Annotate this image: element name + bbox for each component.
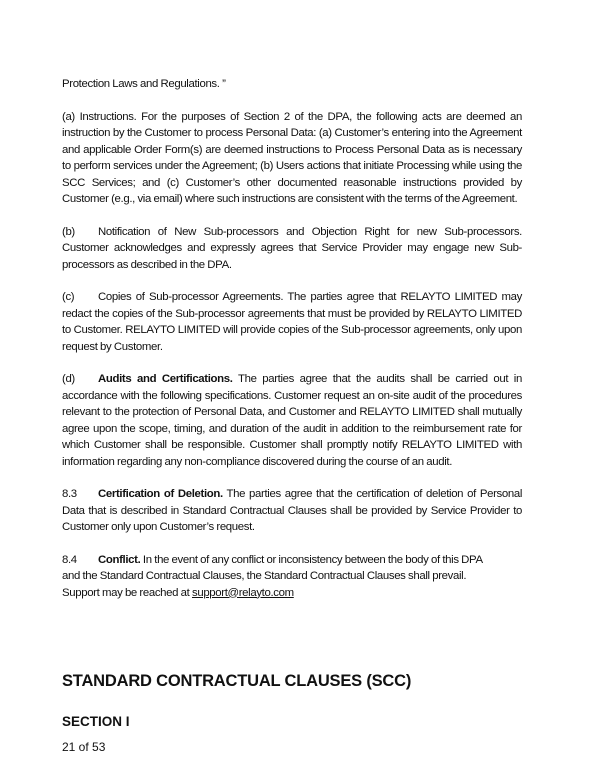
paragraph-conflict: [62, 552, 522, 602]
clause-label: (d): [62, 373, 75, 385]
clause-text: Copies of Sub-processor Agreements. The parties agree that RELAYTO LIMITED may redact the copies of the Sub-processor agreements that must be provided by RELAYTO LIMITED to Customer. RELAYTO LIMITED will provide copies of the Sub-processor agreements, only upon request by Customer.: [62, 291, 522, 353]
clause-label: 8.4: [62, 553, 77, 566]
paragraph-intro: Protection Laws and Regulations. ”: [62, 78, 226, 90]
clause-label: (b): [62, 225, 75, 238]
paragraph-subprocessor-notification: [62, 224, 522, 274]
clause-text: In the event of any conflict or inconsistency between the body of this DPA: [140, 553, 483, 566]
page-number: 21 of 53: [62, 740, 106, 754]
clause-text: Notification of New Sub-processors and Objection Right for new Sub-processors. Customer acknowledges and expressly agrees that Service Provider may engage new Sub-processors as described in the DPA.: [62, 225, 522, 271]
paragraph-deletion: [62, 486, 522, 536]
section-subheading: SECTION I: [62, 714, 130, 729]
paragraph-instructions: (a) Instructions. For the purposes of Section 2 of the DPA, the following acts are deemed an instruction by the Customer to process Personal Data: (a) Customer’s entering into the Agreement and applicable Order Form(s) are deemed instructions to Process Personal Data as is necessary to perform services under the Agreement; (b) Users actions that initiate Processing while using the SCC Services; and (c) Customer’s other documented reasonable instructions provided by Customer (e.g., via email) where such instructions are consistent with the terms of the Agreement.: [62, 110, 522, 205]
paragraph-subprocessor-copies: [62, 289, 522, 355]
clause-text: and the Standard Contractual Clauses, the Standard Contractual Clauses shall prevail.: [62, 570, 467, 582]
support-email-link[interactable]: support@relayto.com: [191, 586, 294, 599]
clause-text: The parties agree that the audits shall be carried out in accordance with the following specifications. Customer request an on-site audit of the procedures relevant to the protection of Personal Data, and Customer and RELAYTO LIMITED shall mutually agree upon the scope, timing, and duration of the audit in addition to the reimbursement rate for which Customer shall be responsible. Customer shall promptly notify RELAYTO LIMITED with information regarding any non-compliance discovered during the course of an audit.: [62, 373, 522, 468]
clause-title: Certification of Deletion.: [98, 488, 223, 500]
clause-label: 8.3: [62, 488, 77, 500]
clause-title: Audits and Certifications.: [98, 373, 233, 385]
section-heading: STANDARD CONTRACTUAL CLAUSES (SCC): [62, 672, 412, 690]
paragraph-audits: [62, 371, 522, 470]
clause-label: (c): [62, 291, 75, 303]
clause-text: The parties agree that the certification of deletion of Personal Data that is described in Standard Contractual Clauses shall be provided by Service Provider to Customer only upon Customer’s request.: [62, 488, 522, 533]
support-text: Support may be reached at: [62, 586, 192, 599]
clause-title: Conflict.: [98, 553, 141, 566]
